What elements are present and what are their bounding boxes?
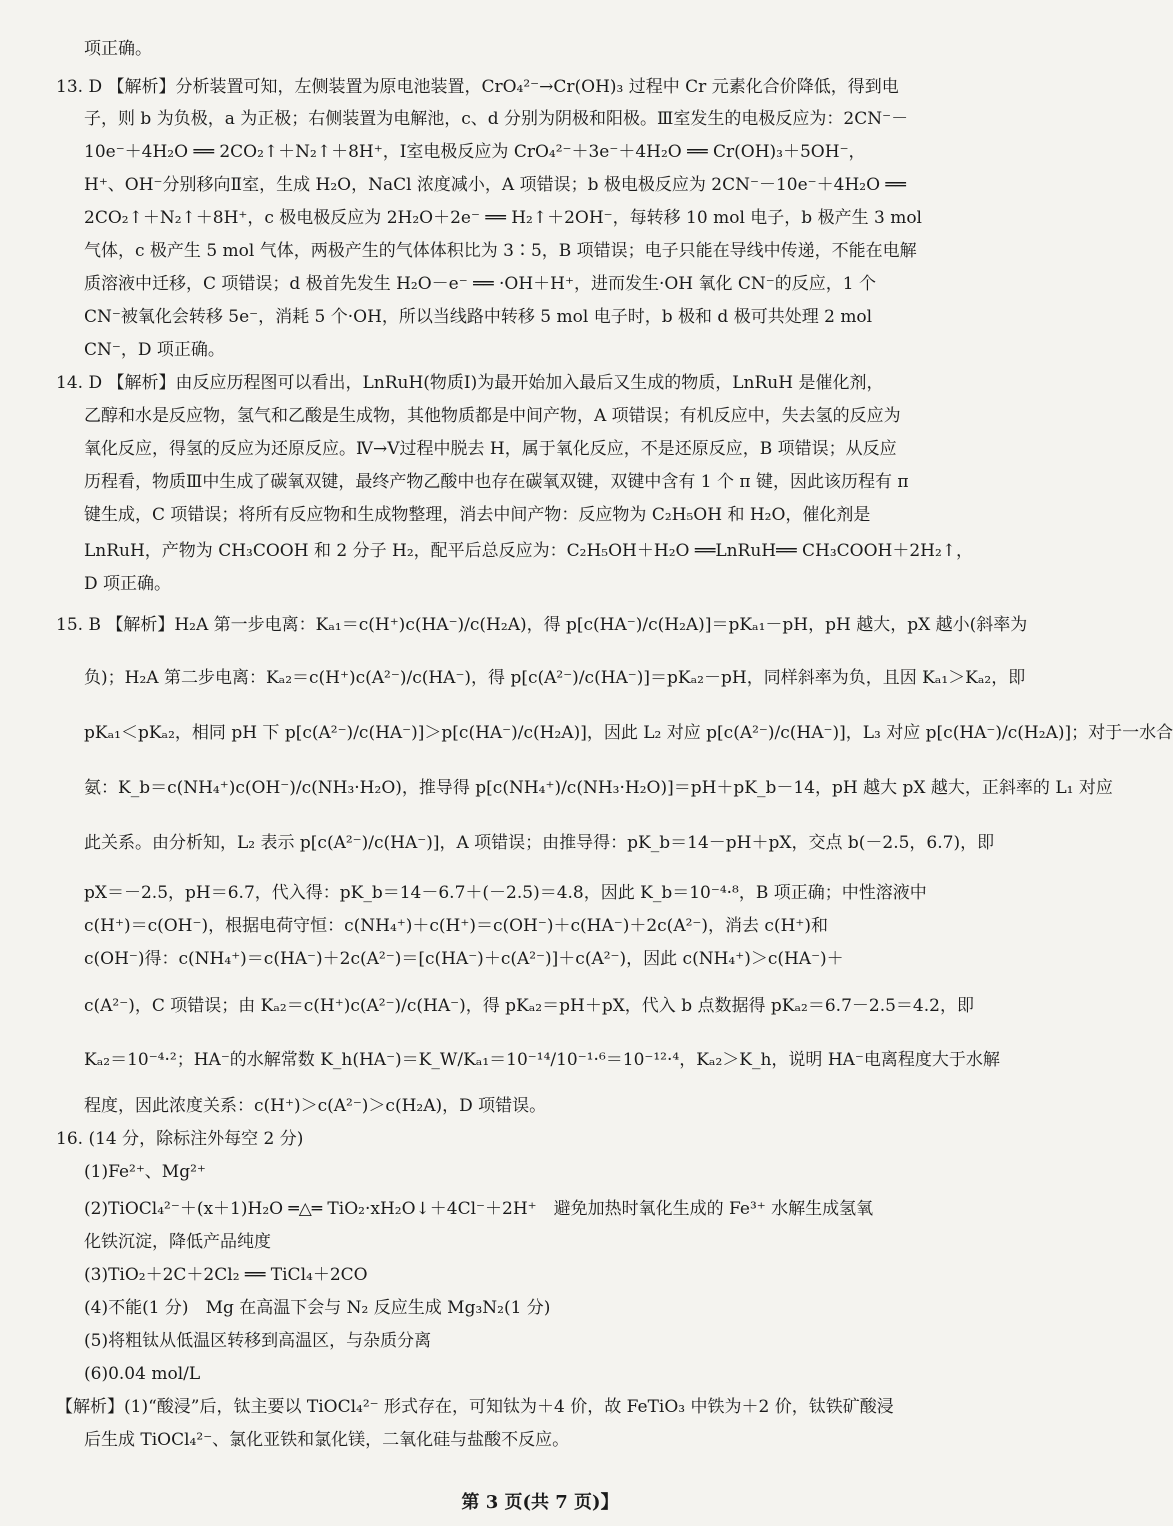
text-line-0: 项正确。 <box>84 39 152 59</box>
text-line-21: 此关系。由分析知，L₂ 表示 p[c(A²⁻)/c(HA⁻)]，A 项错误；由推导得：pK_b＝14－pH＋pX，交点 b(－2.5，6.7)，即 <box>84 833 995 853</box>
text-line-18: 负)；H₂A 第二步电离：Kₐ₂＝c(H⁺)c(A²⁻)/c(HA⁻)，得 p[c(A²⁻)/c(HA⁻)]＝pKₐ₂－pH，同样斜率为负，且因 Kₐ₁＞Kₐ₂，即 <box>84 668 1026 688</box>
text-line-34: (5)将粗钛从低温区转移到高温区，与杂质分离 <box>84 1331 432 1351</box>
text-line-6: 气体，c 极产生 5 mol 气体，两极产生的气体体积比为 3∶5，B 项错误；电子只能在导线中传递，不能在电解 <box>84 241 917 261</box>
text-line-30: (2)TiOCl₄²⁻＋(x＋1)H₂O ═△═ TiO₂·xH₂O↓＋4Cl⁻＋2H⁺ 避免加热时氧化生成的 Fe³⁺ 水解生成氢氧 <box>84 1199 874 1219</box>
text-line-4: H⁺、OH⁻分别移向Ⅱ室，生成 H₂O，NaCl 浓度减小，A 项错误；b 极电极反应为 2CN⁻－10e⁻＋4H₂O ══ <box>84 175 906 195</box>
text-line-22: pX＝－2.5，pH＝6.7，代入得：pK_b＝14－6.7＋(－2.5)＝4.8，因此 K_b＝10⁻⁴·⁸，B 项正确；中性溶液中 <box>84 883 927 903</box>
text-line-12: 氧化反应，得氢的反应为还原反应。Ⅳ→Ⅴ过程中脱去 H，属于氧化反应，不是还原反应，B 项错误；从反应 <box>84 439 897 459</box>
text-line-13: 历程看，物质Ⅲ中生成了碳氧双键，最终产物乙酸中也存在碳氧双键，双键中含有 1 个 π 键，因此该历程有 π <box>84 472 909 492</box>
text-line-31: 化铁沉淀，降低产品纯度 <box>84 1232 271 1252</box>
text-line-16: D 项正确。 <box>84 574 172 594</box>
text-line-24: c(OH⁻)得：c(NH₄⁺)＝c(HA⁻)＋2c(A²⁻)＝[c(HA⁻)＋c(A²⁻)]＋c(A²⁻)，因此 c(NH₄⁺)＞c(HA⁻)＋ <box>84 949 844 969</box>
page-footer: 第 3 页(共 7 页)】 <box>461 1492 619 1513</box>
text-line-8: CN⁻被氧化会转移 5e⁻，消耗 5 个·OH，所以当线路中转移 5 mol 电子时，b 极和 d 极可共处理 2 mol <box>84 307 873 327</box>
text-line-11: 乙醇和水是反应物，氢气和乙酸是生成物，其他物质都是中间产物，A 项错误；有机反应中，失去氢的反应为 <box>84 406 901 426</box>
text-line-32: (3)TiO₂＋2C＋2Cl₂ ══ TiCl₄＋2CO <box>84 1265 368 1285</box>
text-line-23: c(H⁺)＝c(OH⁻)，根据电荷守恒：c(NH₄⁺)＋c(H⁺)＝c(OH⁻)＋c(HA⁻)＋2c(A²⁻)，消去 c(H⁺)和 <box>84 916 828 936</box>
text-line-29: (1)Fe²⁺、Mg²⁺ <box>84 1162 206 1182</box>
text-line-14: 键生成，C 项错误；将所有反应物和生成物整理，消去中间产物：反应物为 C₂H₅OH 和 H₂O，催化剂是 <box>84 505 871 525</box>
text-line-1: 13. D 【解析】分析装置可知，左侧装置为原电池装置，CrO₄²⁻→Cr(OH)₃ 过程中 Cr 元素化合价降低，得到电 <box>56 77 899 97</box>
text-line-26: Kₐ₂＝10⁻⁴·²；HA⁻的水解常数 K_h(HA⁻)＝K_W/Kₐ₁＝10⁻¹⁴/10⁻¹·⁶＝10⁻¹²·⁴，Kₐ₂＞K_h，说明 HA⁻电离程度大于水解 <box>84 1050 1000 1070</box>
text-line-2: 子，则 b 为负极，a 为正极；右侧装置为电解池，c、d 分别为阴极和阳极。Ⅲ室发生的电极反应为：2CN⁻－ <box>84 109 909 129</box>
text-line-15: LnRuH，产物为 CH₃COOH 和 2 分子 H₂，配平后总反应为：C₂H₅OH＋H₂O ══LnRuH══ CH₃COOH＋2H₂↑， <box>84 541 974 561</box>
text-line-17: 15. B 【解析】H₂A 第一步电离：Kₐ₁＝c(H⁺)c(HA⁻)/c(H₂A)，得 p[c(HA⁻)/c(H₂A)]＝pKₐ₁－pH，pH 越大，pX 越小(斜率为 <box>56 615 1028 635</box>
text-line-37: 后生成 TiOCl₄²⁻、氯化亚铁和氯化镁，二氧化硅与盐酸不反应。 <box>84 1430 570 1450</box>
text-line-19: pKₐ₁＜pKₐ₂，相同 pH 下 p[c(A²⁻)/c(HA⁻)]＞p[c(HA⁻)/c(H₂A)]，因此 L₂ 对应 p[c(A²⁻)/c(HA⁻)]，L₃ 对应 p[c(HA⁻)/c(H₂A)]；对于一水合 <box>84 723 1173 743</box>
text-line-5: 2CO₂↑＋N₂↑＋8H⁺，c 极电极反应为 2H₂O＋2e⁻ ══ H₂↑＋2OH⁻，每转移 10 mol 电子，b 极产生 3 mol <box>84 208 922 228</box>
text-line-10: 14. D 【解析】由反应历程图可以看出，LnRuH(物质Ⅰ)为最开始加入最后又生成的物质，LnRuH 是催化剂， <box>56 373 884 393</box>
text-line-36: 【解析】(1)“酸浸”后，钛主要以 TiOCl₄²⁻ 形式存在，可知钛为＋4 价，故 FeTiO₃ 中铁为＋2 价，钛铁矿酸浸 <box>56 1397 894 1417</box>
text-line-27: 程度，因此浓度关系：c(H⁺)＞c(A²⁻)＞c(H₂A)，D 项错误。 <box>84 1096 547 1116</box>
text-line-25: c(A²⁻)，C 项错误；由 Kₐ₂＝c(H⁺)c(A²⁻)/c(HA⁻)，得 pKₐ₂＝pH＋pX，代入 b 点数据得 pKₐ₂＝6.7－2.5＝4.2，即 <box>84 996 974 1016</box>
text-line-7: 质溶液中迁移，C 项错误；d 极首先发生 H₂O－e⁻ ══ ·OH＋H⁺，进而发生·OH 氧化 CN⁻的反应，1 个 <box>84 274 877 294</box>
text-line-9: CN⁻，D 项正确。 <box>84 340 225 360</box>
text-line-33: (4)不能(1 分) Mg 在高温下会与 N₂ 反应生成 Mg₃N₂(1 分) <box>84 1298 551 1318</box>
text-line-28: 16. (14 分，除标注外每空 2 分) <box>56 1129 304 1149</box>
text-line-35: (6)0.04 mol/L <box>84 1364 201 1384</box>
text-line-3: 10e⁻＋4H₂O ══ 2CO₂↑＋N₂↑＋8H⁺，Ⅰ室电极反应为 CrO₄²⁻＋3e⁻＋4H₂O ══ Cr(OH)₃＋5OH⁻， <box>84 142 866 162</box>
text-line-20: 氨：K_b＝c(NH₄⁺)c(OH⁻)/c(NH₃·H₂O)，推导得 p[c(NH₄⁺)/c(NH₃·H₂O)]＝pH＋pK_b－14，pH 越大 pX 越大，正斜率的 L₁ 对应 <box>84 778 1113 798</box>
